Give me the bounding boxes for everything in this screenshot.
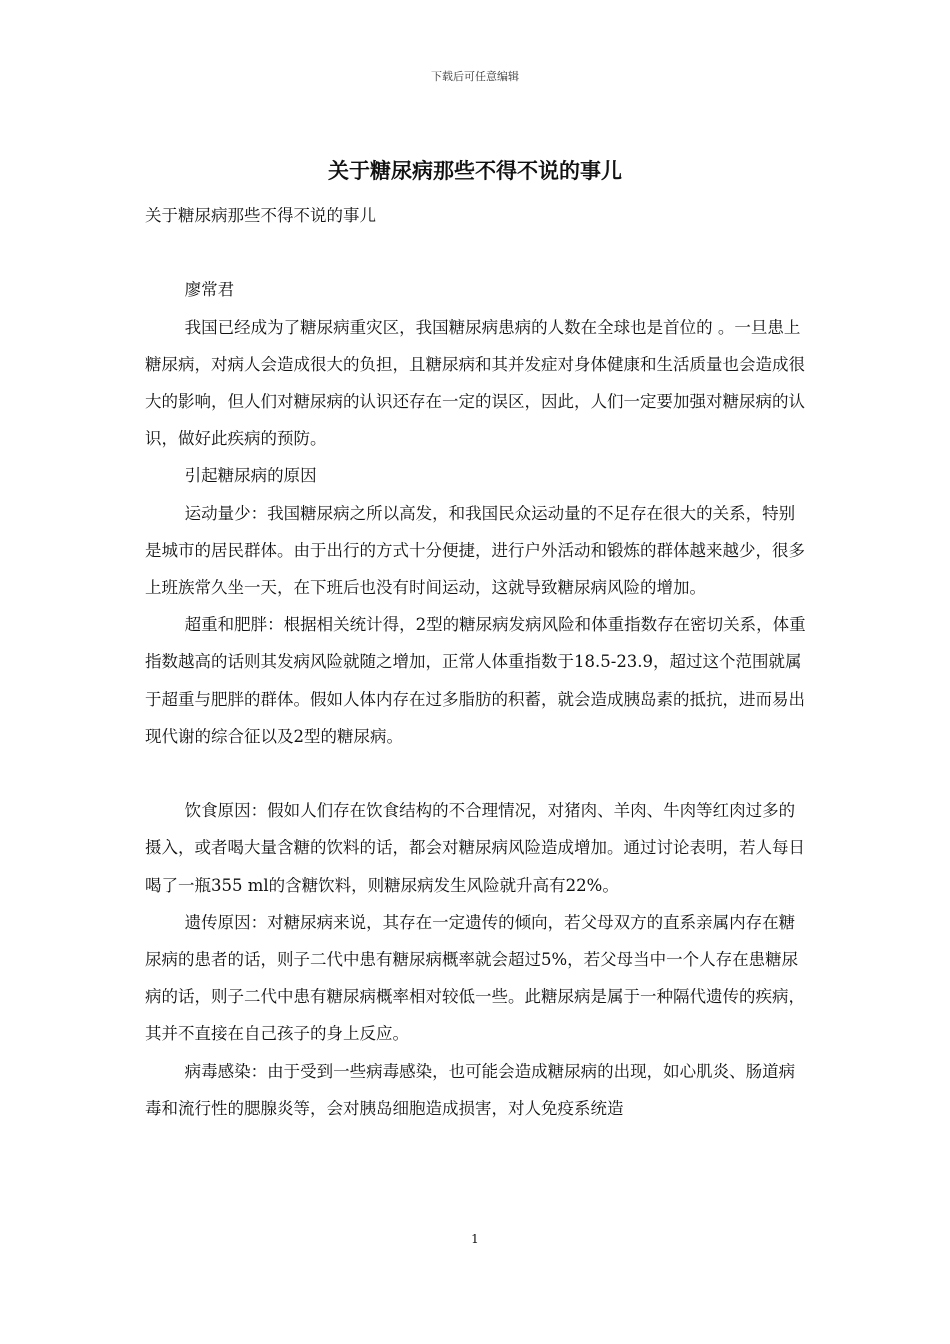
document-body [145, 197, 810, 1127]
author-name: 廖常君 [184, 280, 235, 300]
section-heading-causes: 引起糖尿病的原因 [184, 466, 317, 486]
document-title: 关于糖尿病那些不得不说的事儿 [328, 158, 622, 183]
document-subtitle: 关于糖尿病那些不得不说的事儿 [145, 206, 376, 225]
header-note: 下载后可任意编辑 [431, 70, 519, 83]
paragraph-obesity: 超重和肥胖：根据相关统计得，2型的糖尿病发病风险和体重指数存在密切关系，体重指数越高的话则其发病风险就随之增加，正常人体重指数于18.5-23.9，超过这个范围就属于超重与肥胖的群体。假如人体内存在过多脂肪的积蓄，就会造成胰岛素的抵抗，进而易出现代谢的综合征以及2型的糖尿病。 [145, 615, 806, 746]
paragraph-diet: 饮食原因：假如人们存在饮食结构的不合理情况，对猪肉、羊肉、牛肉等红肉过多的摄入，或者喝大量含糖的饮料的话，都会对糖尿病风险造成增加。通过讨论表明，若人每日喝了一瓶355 ml的含糖饮料，则糖尿病发生风险就升高有22%。 [145, 801, 805, 895]
paragraph-exercise: 运动量少：我国糖尿病之所以高发，和我国民众运动量的不足存在很大的关系，特别是城市的居民群体。由于出行的方式十分便捷，进行户外活动和锻炼的群体越来越少，很多上班族常久坐一天，在下班后也没有时间运动，这就导致糖尿病风险的增加。 [145, 503, 805, 598]
paragraph-genetics: 遗传原因：对糖尿病来说，其存在一定遗传的倾向，若父母双方的直系亲属内存在糖尿病的患者的话，则子二代中患有糖尿病概率就会超过5%，若父母当中一个人存在患糖尿病的话，则子二代中患有糖尿病概率相对较低一些。此糖尿病是属于一种隔代遗传的疾病，其并不直接在自己孩子的身上反应。 [145, 912, 805, 1044]
blank-line [145, 234, 810, 271]
page-number: 1 [471, 1232, 479, 1246]
blank-line [145, 755, 810, 792]
paragraph-intro: 我国已经成为了糖尿病重灾区，我国糖尿病患病的人数在全球也是首位的 。一旦患上糖尿病，对病人会造成很大的负担，且糖尿病和其并发症对身体健康和生活质量也会造成很大的影响，但人们对糖尿病的认识还存在一定的误区，因此，人们一定要加强对糖尿病的认识，做好此疾病的预防。 [145, 317, 805, 449]
paragraph-virus: 病毒感染：由于受到一些病毒感染，也可能会造成糖尿病的出现，如心肌炎、肠道病毒和流行性的腮腺炎等，会对胰岛细胞造成损害，对人免疫系统造 [145, 1061, 796, 1118]
